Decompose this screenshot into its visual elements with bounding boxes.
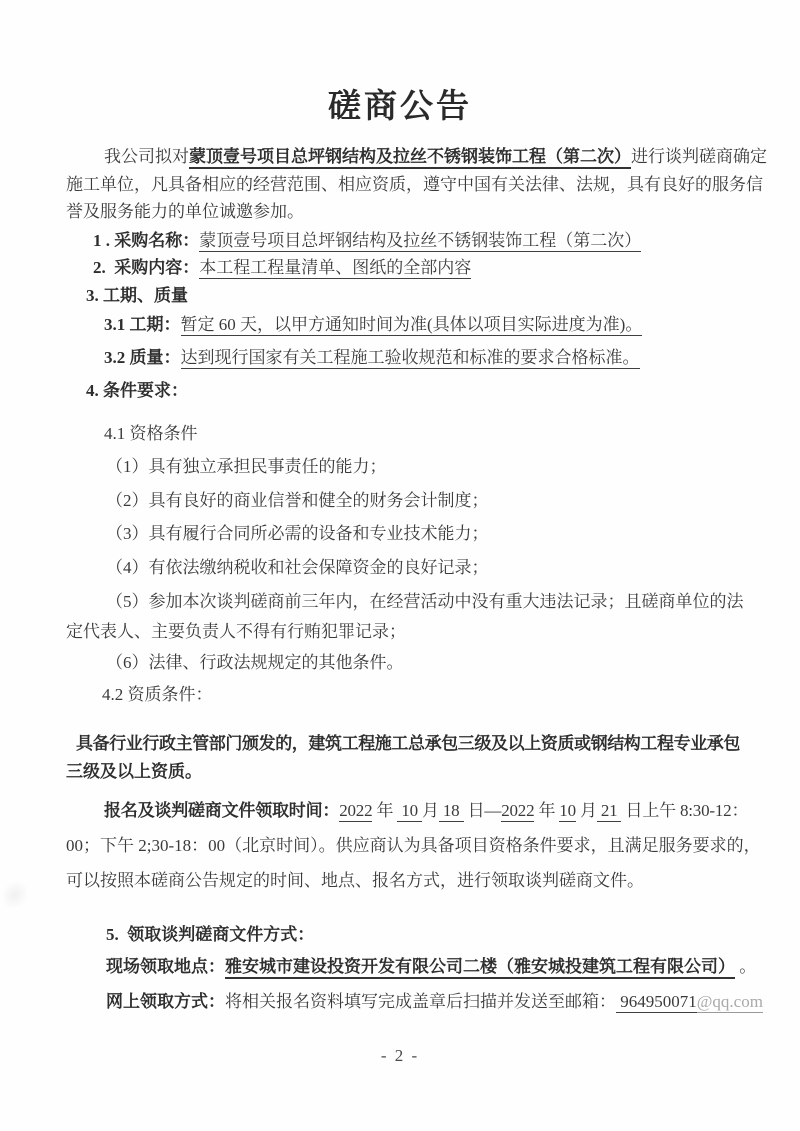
intro-text-tail: 进行谈判磋商确定 bbox=[631, 147, 767, 166]
procurement-content-value: 本工程工程量清单、图纸的全部内容 bbox=[199, 258, 472, 277]
condition-6: （6）法律、行政法规规定的其他条件。 bbox=[106, 653, 404, 672]
pickup-time-line-1 bbox=[66, 800, 748, 822]
pickup-month-1: 10 bbox=[397, 801, 423, 820]
pickup-month-2: 10 bbox=[559, 801, 576, 820]
condition-4: （4）有依法缴纳税收和社会保障资金的良好记录； bbox=[106, 558, 489, 577]
onsite-pickup-tail: 。 bbox=[735, 957, 757, 976]
condition-5-line-1: （5）参加本次谈判磋商前三年内，在经营活动中没有重大违法记录；且磋商单位的法 bbox=[106, 592, 744, 611]
onsite-pickup-label: 现场领取地点： bbox=[106, 957, 225, 976]
pickup-time-line-2: 00；下午 2;30-18：00（北京时间）。供应商认为具备项目资格条件要求，且满足服务要求的， bbox=[66, 836, 761, 855]
page-number: - 2 - bbox=[380, 1046, 420, 1065]
email-address-user: 964950071 bbox=[616, 992, 697, 1011]
condition-2: （2）具有良好的商业信誉和健全的财务会计制度； bbox=[106, 491, 489, 510]
condition-3: （3）具有履行合同所必需的设备和专业技术能力； bbox=[106, 524, 489, 543]
procurement-name-item bbox=[66, 230, 641, 252]
procurement-content-item bbox=[66, 257, 471, 279]
year-unit-1: 年 bbox=[372, 801, 398, 820]
condition-5-line-2: 定代表人、主要负责人不得有行贿犯罪记录； bbox=[66, 622, 406, 641]
pickup-time-tail: 日上午 8:30-12： bbox=[621, 801, 749, 820]
sub42-heading: 4.2 资质条件： bbox=[102, 685, 213, 704]
procurement-name-value: 蒙顶壹号项目总坪钢结构及拉丝不锈钢装饰工程（第二次） bbox=[199, 231, 642, 250]
intro-line-3: 誉及服务能力的单位诚邀参加。 bbox=[66, 202, 304, 221]
section5-heading: 5. 领取谈判磋商文件方式： bbox=[106, 925, 315, 944]
month-unit-1: 月 bbox=[422, 801, 439, 820]
sub41-heading: 4.1 资格条件 bbox=[104, 424, 198, 443]
email-address-domain: @qq.com bbox=[696, 992, 763, 1011]
project-name: 蒙顶壹号项目总坪钢结构及拉丝不锈钢装饰工程（第二次） bbox=[189, 147, 631, 169]
pickup-day-1: 18 bbox=[438, 801, 464, 820]
duration-item bbox=[66, 314, 642, 336]
quality-label: 3.2 质量： bbox=[104, 348, 181, 367]
scan-smudge bbox=[0, 875, 34, 914]
quality-value: 达到现行国家有关工程施工验收规范和标准的要求合格标准。 bbox=[180, 348, 640, 367]
intro-line-2: 施工单位，凡具备相应的经营范围、相应资质，遵守中国有关法律、法规，具有良好的服务信 bbox=[66, 175, 763, 194]
onsite-pickup-item bbox=[66, 956, 756, 978]
duration-value: 暂定 60 天，以甲方通知时间为准(具体以项目实际进度为准)。 bbox=[180, 315, 643, 334]
qualification-line-2: 三级及以上资质。 bbox=[66, 762, 202, 781]
online-pickup-label: 网上领取方式： bbox=[106, 992, 225, 1011]
pickup-year-2: 2022 bbox=[501, 801, 535, 820]
intro-text: 我公司拟对 bbox=[104, 147, 189, 166]
section3-heading: 3. 工期、质量 bbox=[86, 286, 188, 305]
month-unit-2: 月 bbox=[575, 801, 597, 820]
online-pickup-text: 将相关报名资料填写完成盖章后扫描并发送至邮箱： bbox=[225, 992, 616, 1011]
qualification-line-1: 具备行业行政主管部门颁发的，建筑工程施工总承包三级及以上资质或钢结构工程专业承包 bbox=[76, 734, 740, 753]
day-unit-1: 日— bbox=[463, 801, 502, 820]
pickup-year-1: 2022 bbox=[339, 801, 373, 820]
duration-label: 3.1 工期： bbox=[104, 315, 181, 334]
procurement-content-label: 2. 采购内容： bbox=[93, 258, 200, 277]
condition-1: （1）具有独立承担民事责任的能力； bbox=[106, 457, 387, 476]
pickup-day-2: 21 bbox=[596, 801, 622, 820]
pickup-time-line-3: 可以按照本磋商公告规定的时间、地点、报名方式，进行领取谈判磋商文件。 bbox=[66, 871, 644, 890]
year-unit-2: 年 bbox=[534, 801, 560, 820]
page-title: 磋商公告 bbox=[328, 89, 472, 125]
online-pickup-item bbox=[66, 991, 763, 1013]
intro-line-1 bbox=[66, 146, 767, 168]
onsite-pickup-value: 雅安城市建设投资开发有限公司二楼（雅安城投建筑工程有限公司） bbox=[225, 957, 735, 979]
procurement-name-label: 1 . 采购名称： bbox=[93, 231, 200, 250]
section4-heading: 4. 条件要求： bbox=[86, 381, 188, 400]
quality-item bbox=[66, 347, 640, 369]
pickup-time-label: 报名及谈判磋商文件领取时间： bbox=[104, 801, 340, 820]
